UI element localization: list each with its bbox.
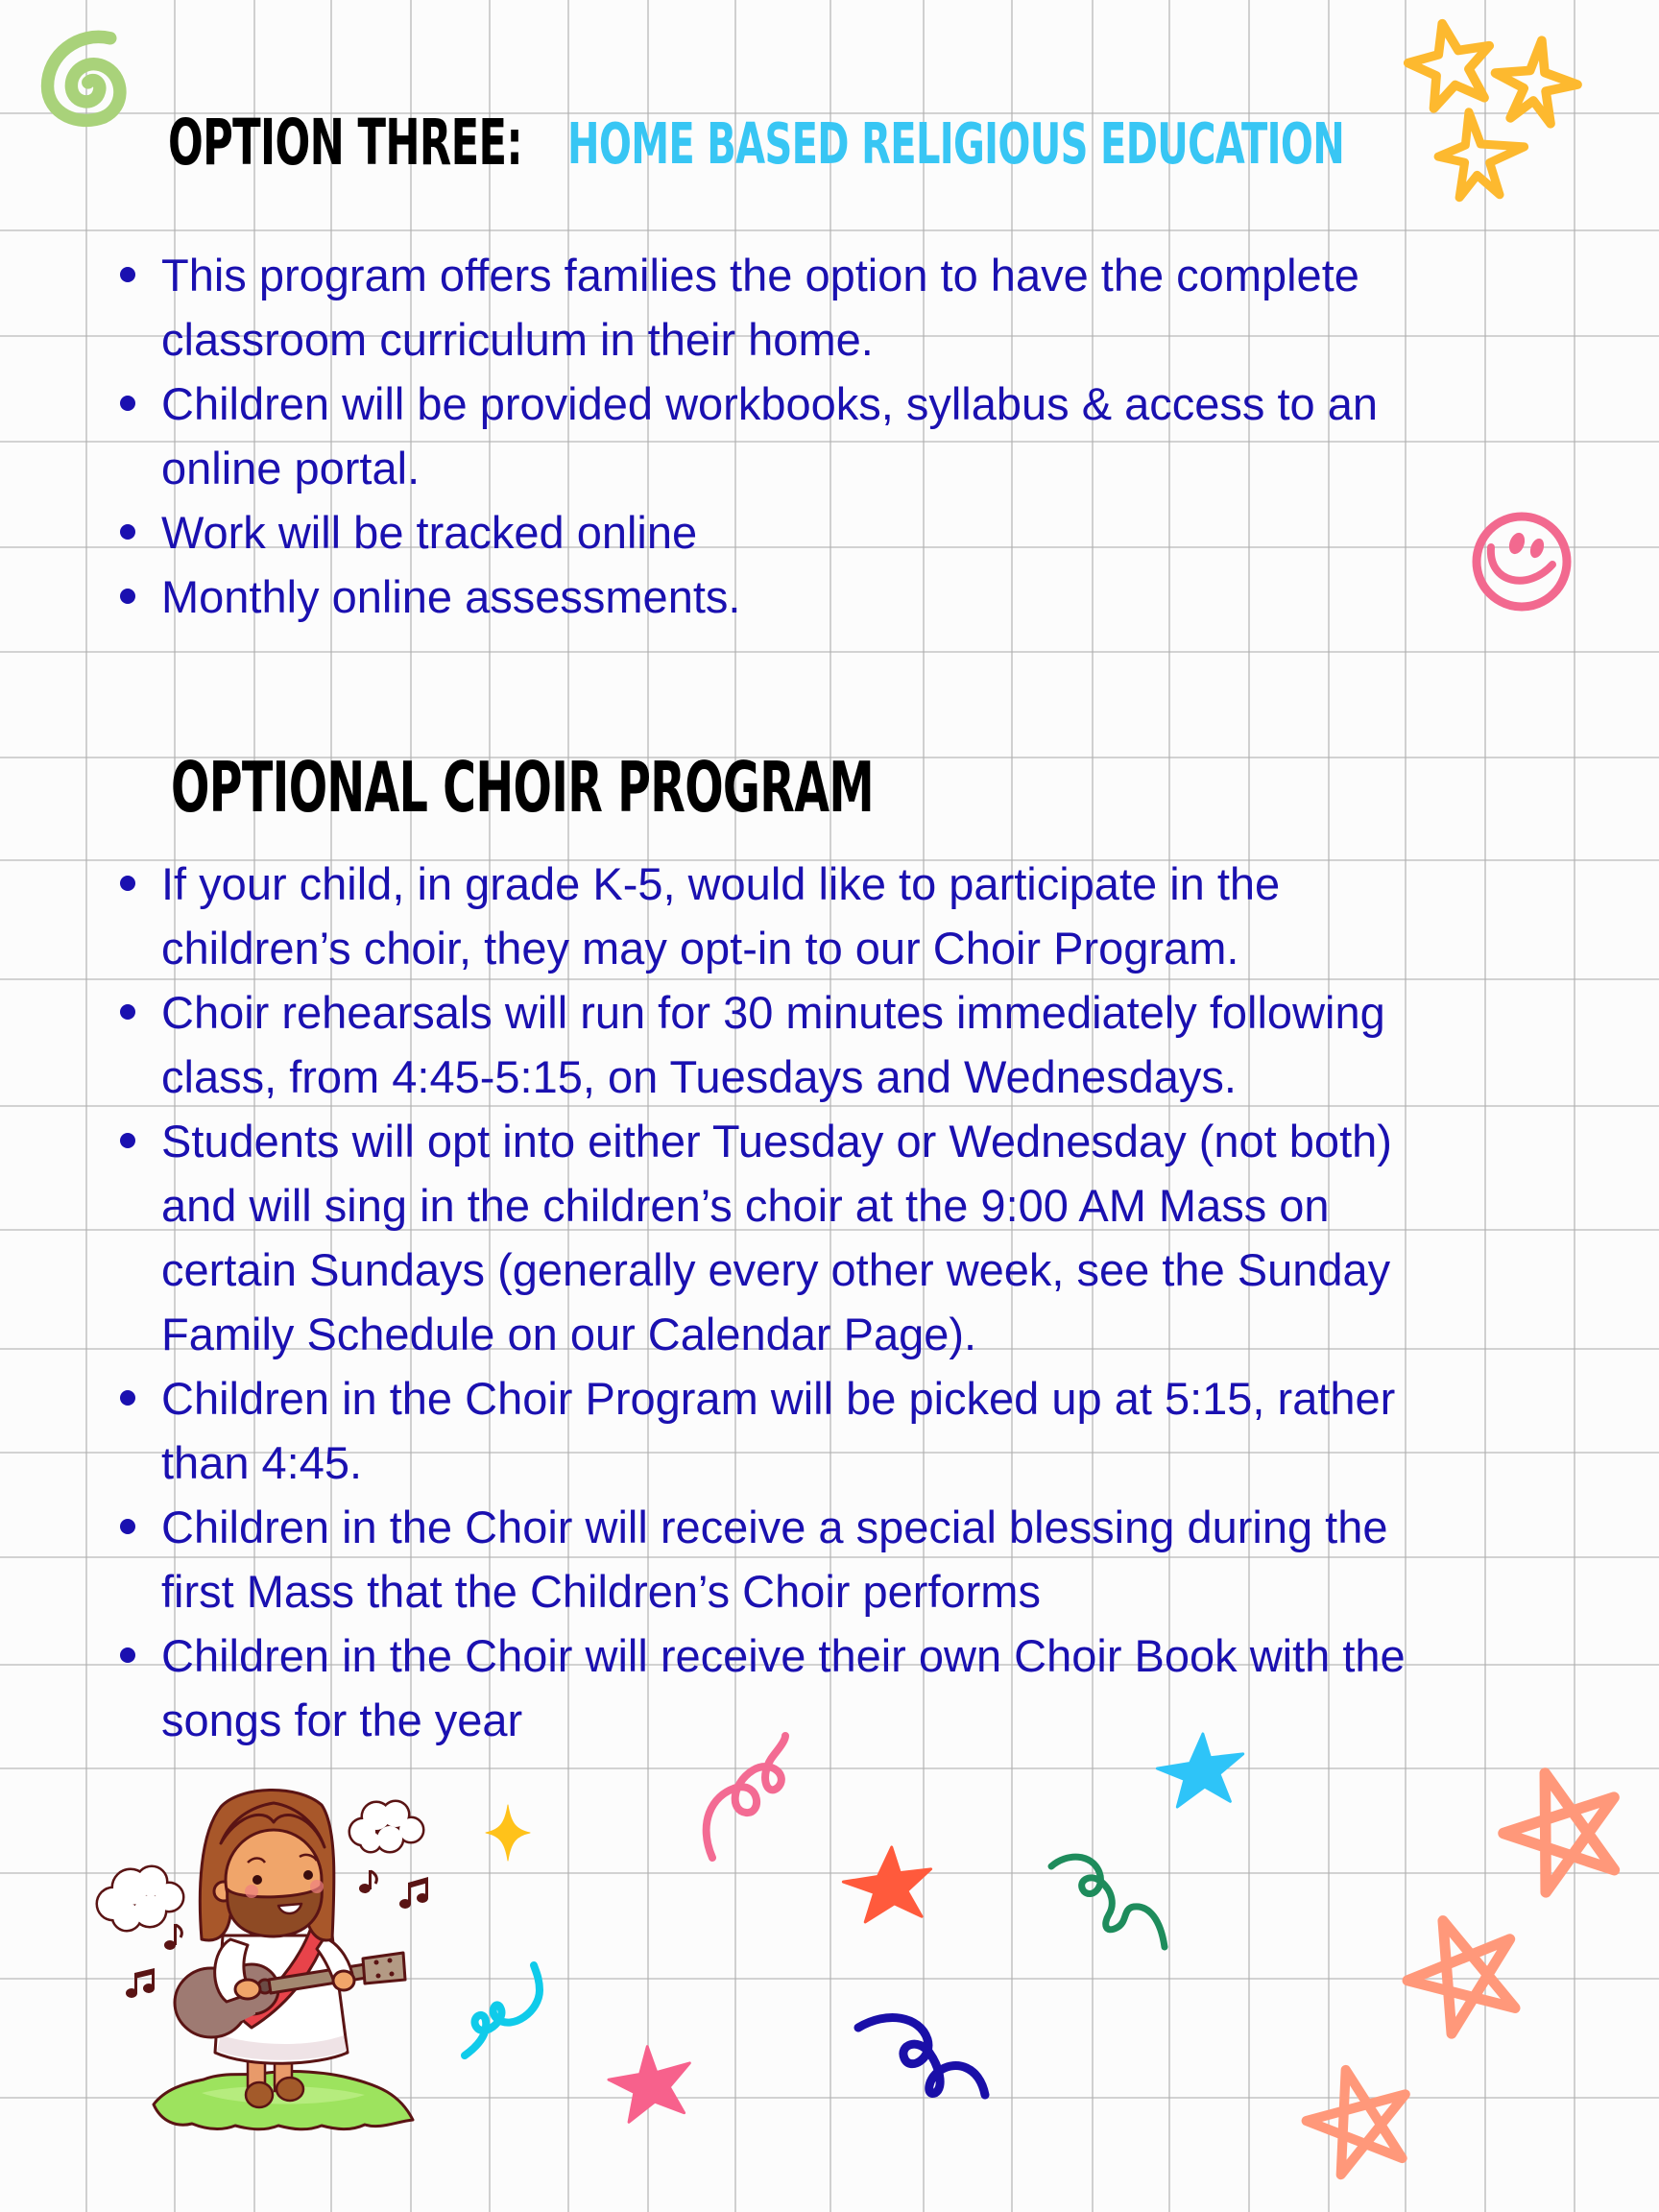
bullet-line: Choir rehearsals will run for 30 minutes immediately following	[161, 987, 1385, 1038]
bullet-line: Children in the Choir will receive a special blessing during the	[161, 1502, 1388, 1552]
green-spiral-icon	[36, 29, 129, 131]
option-three-bullet-list	[0, 243, 1378, 629]
smiley-face-icon	[1469, 509, 1575, 614]
bullet-item	[0, 565, 1378, 629]
choir-program-title: OPTIONAL CHOIR PROGRAM	[171, 747, 874, 828]
bullet-item	[0, 1495, 1406, 1623]
sparkle-icon	[484, 1803, 532, 1863]
pink-star-icon	[607, 2044, 699, 2123]
option-three-title: HOME BASED RELIGIOUS EDUCATION	[567, 110, 1345, 177]
navy-squiggle-icon	[853, 2008, 993, 2104]
music-notes-icon	[399, 1877, 428, 1909]
bullet-line: Children in the Choir will receive their own Choir Book with the	[161, 1630, 1406, 1681]
bullet-dot	[120, 876, 135, 891]
salmon-star-icon	[1297, 2058, 1421, 2180]
bullet-item	[0, 1366, 1406, 1495]
cloud-icon	[98, 1867, 182, 1930]
bullet-line: and will sing in the children’s choir at the 9:00 AM Mass on	[161, 1180, 1330, 1231]
green-squiggle-icon	[1046, 1847, 1170, 1955]
blue-star-icon	[1155, 1732, 1247, 1809]
bullet-item	[0, 500, 1378, 565]
bullet-dot	[120, 1133, 135, 1148]
bullet-line: Work will be tracked online	[161, 507, 698, 558]
music-notes-icon	[126, 1968, 155, 1998]
bullet-item	[0, 243, 1378, 372]
yellow-star-icon	[1429, 106, 1534, 202]
bullet-item	[0, 980, 1406, 1109]
option-three-label: OPTION THREE:	[168, 106, 523, 180]
bullet-dot	[120, 1519, 135, 1534]
bullet-line: online portal.	[161, 443, 421, 493]
bullet-line: classroom curriculum in their home.	[161, 314, 874, 365]
bullet-line: first Mass that the Children’s Choir performs	[161, 1566, 1041, 1617]
yellow-star-icon	[1404, 17, 1498, 109]
bullet-line: class, from 4:45-5:15, on Tuesdays and Wednesdays.	[161, 1051, 1237, 1102]
bullet-item	[0, 852, 1406, 980]
bullet-dot	[120, 396, 135, 411]
bullet-item	[0, 1109, 1406, 1366]
bullet-line: Children will be provided workbooks, syllabus & access to an	[161, 378, 1379, 429]
bullet-line: Children in the Choir Program will be picked up at 5:15, rather	[161, 1373, 1396, 1424]
bullet-dot	[120, 267, 135, 282]
bullet-line: children’s choir, they may opt-in to our Choir Program.	[161, 923, 1239, 974]
cyan-squiggle-icon	[459, 1961, 551, 2059]
music-note-icon	[359, 1870, 376, 1893]
bullet-dot	[120, 1647, 135, 1663]
bullet-line: Family Schedule on our Calendar Page).	[161, 1309, 977, 1359]
bullet-dot	[120, 524, 135, 540]
bullet-line: songs for the year	[161, 1695, 523, 1745]
bullet-dot	[120, 1390, 135, 1406]
pink-spiral-icon	[693, 1728, 795, 1864]
bullet-line: certain Sundays (generally every other week, see the Sunday	[161, 1244, 1391, 1295]
bullet-dot	[120, 1004, 135, 1020]
bullet-line: Students will opt into either Tuesday or Wednesday (not both)	[161, 1116, 1392, 1166]
star-icon	[841, 1845, 933, 1922]
bullet-line: If your child, in grade K-5, would like to participate in the	[161, 858, 1281, 909]
bullet-line: This program offers families the option to have the complete	[161, 250, 1359, 301]
music-note-icon	[164, 1924, 181, 1950]
salmon-star-icon	[1494, 1758, 1632, 1899]
bullet-line: Monthly online assessments.	[161, 571, 741, 622]
choir-bullet-list	[0, 852, 1406, 1752]
salmon-star-icon	[1398, 1900, 1529, 2044]
bullet-dot	[120, 589, 135, 604]
bullet-item	[0, 372, 1378, 500]
cloud-icon	[350, 1802, 422, 1851]
head	[200, 1790, 334, 1940]
bullet-line: than 4:45.	[161, 1437, 363, 1488]
